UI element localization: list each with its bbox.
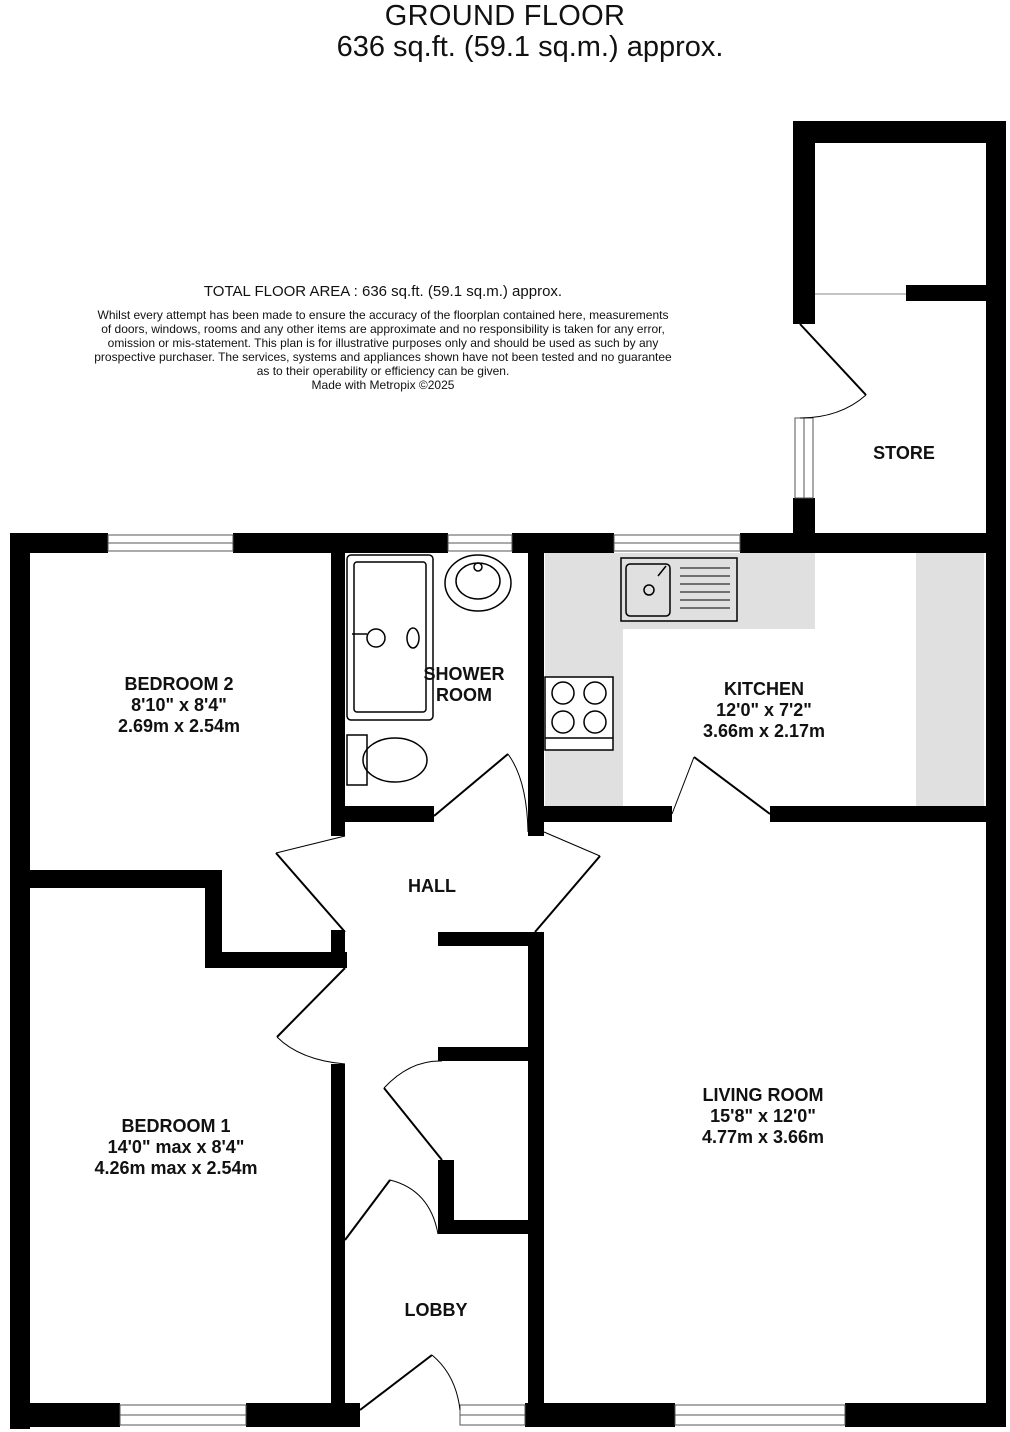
room-name: KITCHEN <box>724 679 804 699</box>
store-wall-left-lower <box>793 498 815 553</box>
wall-top-c <box>512 533 614 553</box>
store-wall-right <box>986 121 1006 553</box>
room-living <box>660 1085 866 1148</box>
store-inner-wall <box>906 285 1006 301</box>
wall-shower-right <box>528 553 544 836</box>
room-bedroom-2 <box>96 674 262 737</box>
kitchen-door-leaf <box>694 757 770 814</box>
cupboard-door-leaf <box>384 1088 442 1160</box>
room-name: LOBBY <box>404 1300 468 1320</box>
shower-door-swing <box>508 754 528 832</box>
shower-door-leaf <box>434 754 508 816</box>
room-dimensions-imperial: 14'0" max x 8'4" <box>107 1137 245 1157</box>
disclaimer-line: Whilst every attempt has been made to ensure the accuracy of the floorplan contained here, measurements <box>97 308 669 322</box>
wall-top-b <box>233 533 448 553</box>
shower-drain <box>407 628 419 648</box>
wall-left <box>10 533 30 1429</box>
wall-bottom-c <box>525 1403 675 1427</box>
shower-head <box>367 629 385 647</box>
room-dimensions-imperial: 15'8" x 12'0" <box>710 1106 816 1126</box>
wall-kitchen-bottom-a <box>528 806 672 822</box>
store-wall-left-upper <box>793 121 815 324</box>
walls <box>10 121 1006 1429</box>
lobby-inner-door-swing <box>390 1180 438 1234</box>
room-name: BEDROOM 1 <box>121 1116 231 1136</box>
wall-bottom-d <box>845 1403 1006 1427</box>
bed2-door-swing <box>276 836 345 853</box>
wall-cupboard1-top <box>438 932 544 946</box>
room-dimensions-metric: 2.69m x 2.54m <box>117 716 241 736</box>
wall-bed-divider <box>10 870 222 888</box>
living-door-leaf <box>535 856 600 932</box>
wall-right <box>986 533 1006 1427</box>
room-dimensions-metric: 4.77m x 3.66m <box>701 1127 825 1147</box>
worktop-top <box>545 553 815 629</box>
wall-bed2-right <box>331 553 345 836</box>
front-door-leaf <box>360 1355 432 1410</box>
floor-area: 636 sq.ft. (59.1 sq.m.) approx. <box>336 31 724 63</box>
toilet-bowl <box>363 738 427 782</box>
room-name: HALL <box>408 876 456 896</box>
wall-top-a <box>10 533 108 553</box>
living-door-swing <box>544 832 600 856</box>
room-name: BEDROOM 2 <box>124 674 234 694</box>
store-door-leaf <box>800 324 866 395</box>
wall-shower-bottom <box>331 806 434 822</box>
toilet-cistern <box>347 735 367 785</box>
room-name: STORE <box>873 443 935 463</box>
floor-title: GROUND FLOOR <box>384 0 626 32</box>
bed1-door-leaf <box>277 968 345 1037</box>
room-hall <box>382 876 482 897</box>
cupboard-door-swing <box>384 1061 442 1088</box>
worktop-right <box>916 553 984 806</box>
room-name: SHOWER <box>423 664 505 684</box>
room-bedroom-1 <box>60 1116 292 1179</box>
room-dimensions-imperial: 8'10" x 8'4" <box>131 695 227 715</box>
front-door-swing <box>432 1355 460 1410</box>
wall-bottom-a <box>10 1403 120 1427</box>
room-kitchen <box>666 679 862 742</box>
lobby-inner-door-leaf <box>345 1180 390 1240</box>
room-shower <box>408 664 520 706</box>
room-store <box>846 443 962 464</box>
bed1-door-swing <box>277 1037 345 1064</box>
wall-cupboard2-bottom <box>438 1220 544 1234</box>
room-dimensions-metric: 4.26m max x 2.54m <box>94 1158 258 1178</box>
wall-top-e <box>810 533 1006 553</box>
disclaimer-line: of doors, windows, rooms and any other items are approximate and no responsibility is taken for any error, <box>101 322 665 336</box>
total-floor-area: TOTAL FLOOR AREA : 636 sq.ft. (59.1 sq.m.) approx. <box>203 283 563 300</box>
disclaimer-line: as to their operability or efficiency can be given. <box>256 364 510 378</box>
store-wall-top <box>793 121 1006 143</box>
wall-bed1-top <box>205 952 347 968</box>
bed2-door-leaf <box>276 853 345 932</box>
wall-living-left <box>528 932 544 1427</box>
kitchen-door-swing <box>672 757 694 814</box>
room-dimensions-imperial: 12'0" x 7'2" <box>716 700 812 720</box>
store-door-swing <box>800 395 866 418</box>
room-name: ROOM <box>436 685 492 705</box>
wall-bed1-right-b <box>331 1064 345 1427</box>
disclaimer-line: omission or mis-statement. This plan is for illustrative purposes only and should be used as such by any <box>107 336 659 350</box>
room-name: LIVING ROOM <box>702 1085 824 1105</box>
room-lobby <box>378 1300 494 1321</box>
disclaimer-line: prospective purchaser. The services, systems and appliances shown have not been tested and no guarantee <box>94 350 672 364</box>
wall-kitchen-bottom-b <box>770 806 1006 822</box>
wall-bed1-right-a <box>331 930 345 968</box>
wall-cupboard1-bottom <box>438 1047 544 1061</box>
made-with-credit: Made with Metropix ©2025 <box>311 378 455 392</box>
room-dimensions-metric: 3.66m x 2.17m <box>702 721 826 741</box>
